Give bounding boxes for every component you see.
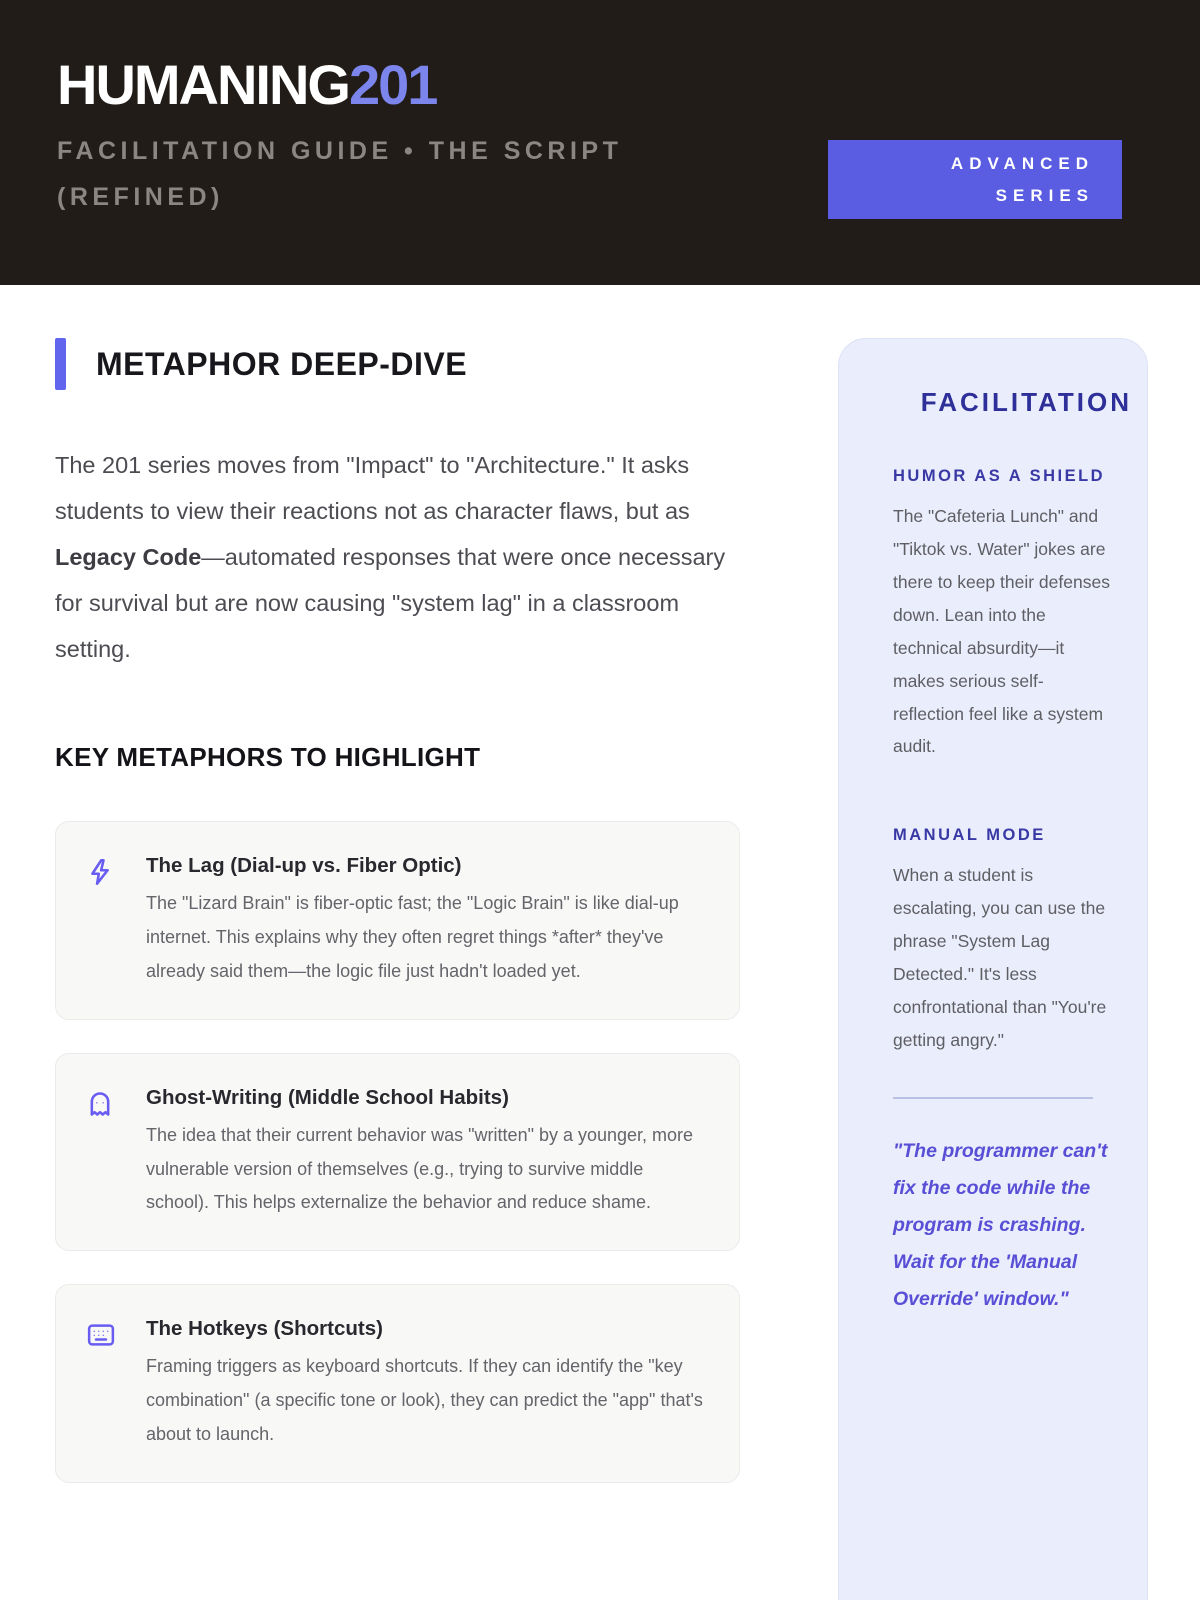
document-subtitle: FACILITATION GUIDE • THE SCRIPT (REFINED) — [57, 137, 623, 212]
logo-main: HUMANING — [57, 53, 349, 116]
sidebar-quote: "The programmer can't fix the code while the program is crashing. Wait for the 'Manual Override' window." — [893, 1139, 1108, 1310]
logo-accent: 201 — [348, 53, 437, 116]
title-accent-bar — [55, 338, 66, 390]
badge-line2: SERIES — [995, 185, 1094, 205]
page-title-row — [55, 338, 740, 390]
sidebar-heading: FACILITATION — [920, 387, 1132, 417]
badge-line1: ADVANCED — [950, 154, 1094, 174]
card-title: The Hotkeys (Shortcuts) — [146, 1317, 383, 1341]
intro-text-after: —automated responses that were once necessary for survival but are now causing "system lag" in a classroom setting. — [55, 544, 726, 663]
card-body: The idea that their current behavior was "written" by a younger, more vulnerable version of themselves (e.g., trying to survive middle school). This helps externalize the behavior and reduce shame. — [146, 1124, 694, 1213]
card-body: Framing triggers as keyboard shortcuts. If they can identify the "key combination" (a specific tone or look), they can predict the "app" that's about to launch. — [146, 1356, 703, 1444]
sidebar-body-humor-as-a-shield: The "Cafeteria Lunch" and "Tiktok vs. Water" jokes are there to keep their defenses down. Lean into the technical absurdity—it makes serious self-reflection feel like a system audit. — [893, 506, 1110, 757]
logo — [57, 52, 436, 117]
card-ghost-writing — [55, 1053, 740, 1251]
sidebar-body-manual-mode: When a student is escalating, you can use the phrase "System Lag Detected." It's less confrontational than "You're getting angry." — [893, 865, 1107, 1050]
metaphor-cards — [55, 821, 740, 1482]
card-title: The Lag (Dial-up vs. Fiber Optic) — [146, 854, 462, 878]
intro-bold-term: Legacy Code — [55, 544, 202, 571]
card-body: The "Lizard Brain" is fiber-optic fast; the "Logic Brain" is like dial-up internet. This explains why they often regret things *after* they've already said them—the logic file just hadn't loaded yet. — [146, 893, 679, 981]
advanced-series-badge — [828, 140, 1122, 219]
card-content — [146, 854, 709, 988]
sidebar-label-humor-as-a-shield: HUMOR AS A SHIELD — [893, 467, 1106, 485]
card-content — [146, 1317, 709, 1451]
intro-text: The 201 series moves from "Impact" to "Architecture." It asks students to view their reactions not as character flaws, but as — [55, 452, 690, 525]
ghost-icon — [86, 1086, 116, 1220]
card-the-hotkeys — [55, 1284, 740, 1482]
card-content — [146, 1086, 709, 1220]
main-content — [55, 338, 740, 1483]
facilitation-sidebar — [838, 338, 1148, 1600]
card-title: Ghost-Writing (Middle School Habits) — [146, 1085, 509, 1109]
section-heading: KEY METAPHORS TO HIGHLIGHT — [55, 742, 481, 773]
sidebar-label-manual-mode: MANUAL MODE — [893, 826, 1046, 845]
page-title: METAPHOR DEEP-DIVE — [96, 345, 468, 382]
lightning-icon — [86, 854, 116, 988]
header — [0, 0, 1200, 285]
intro-paragraph — [55, 442, 740, 672]
sidebar-divider — [893, 1097, 1093, 1099]
keyboard-icon — [86, 1317, 116, 1451]
card-the-lag — [55, 821, 740, 1019]
